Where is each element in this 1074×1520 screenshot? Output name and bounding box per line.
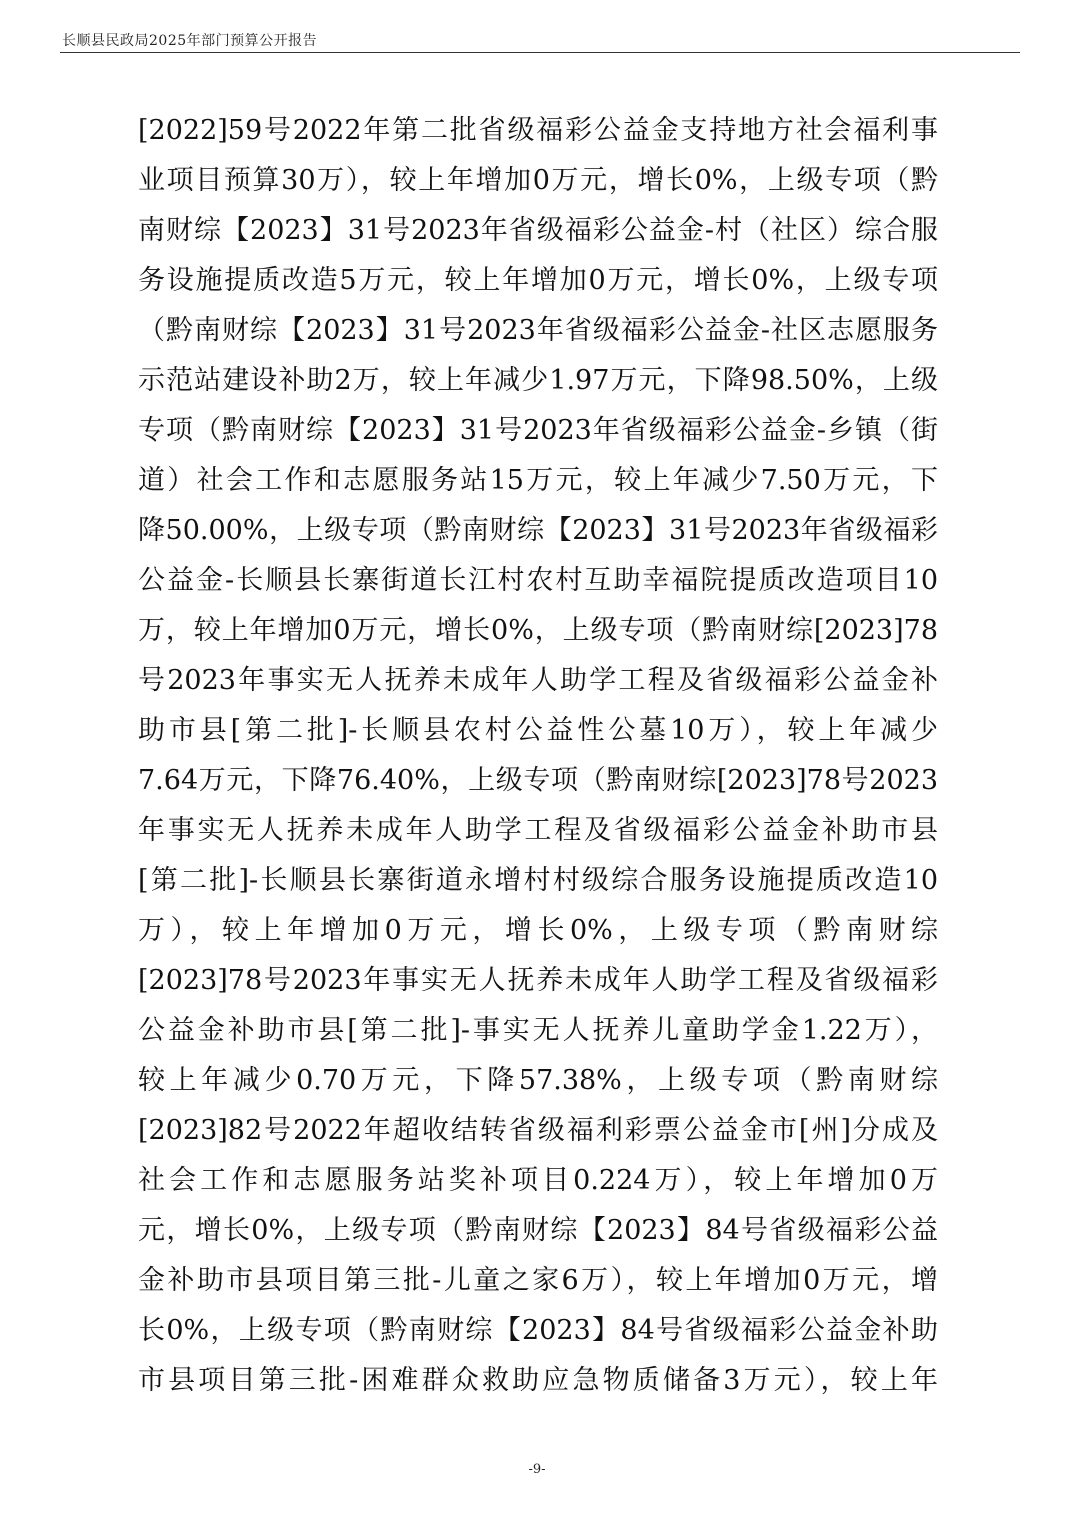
- text-line: 年事实无人抚养未成年人助学工程及省级福彩公益金补助市县: [138, 815, 938, 846]
- text-line: [2023]78号2023年事实无人抚养未成年人助学工程及省级福彩: [138, 965, 938, 996]
- text-line: 降50.00%，上级专项（黔南财综【2023】31号2023年省级福彩: [138, 515, 938, 546]
- text-line: 业项目预算30万），较上年增加0万元，增长0%，上级专项（黔: [138, 165, 938, 196]
- text-line: 长0%，上级专项（黔南财综【2023】84号省级福彩公益金补助: [138, 1315, 938, 1346]
- text-line: 公益金补助市县[第二批]-事实无人抚养儿童助学金1.22万），: [138, 1015, 938, 1046]
- page-header: 长顺县民政局2025年部门预算公开报告: [62, 33, 318, 49]
- text-line: 7.64万元，下降76.40%，上级专项（黔南财综[2023]78号2023: [138, 765, 938, 796]
- text-line: 市县项目第三批-困难群众救助应急物质储备3万元），较上年: [138, 1365, 938, 1396]
- text-line: 金补助市县项目第三批-儿童之家6万），较上年增加0万元，增: [138, 1265, 938, 1296]
- text-line: 号2023年事实无人抚养未成年人助学工程及省级福彩公益金补: [138, 665, 938, 696]
- text-line: 务设施提质改造5万元，较上年增加0万元，增长0%，上级专项: [138, 265, 938, 296]
- text-line: 南财综【2023】31号2023年省级福彩公益金-村（社区）综合服: [138, 215, 938, 246]
- text-line: 万），较上年增加0万元，增长0%，上级专项（黔南财综: [138, 915, 938, 946]
- text-line: （黔南财综【2023】31号2023年省级福彩公益金-社区志愿服务: [138, 315, 938, 346]
- text-line: 较上年减少0.70万元，下降57.38%，上级专项（黔南财综: [138, 1065, 938, 1096]
- text-line: [第二批]-长顺县长寨街道永增村村级综合服务设施提质改造10: [138, 865, 938, 896]
- body-paragraph: [138, 106, 938, 1406]
- text-line: 示范站建设补助2万，较上年减少1.97万元，下降98.50%，上级: [138, 365, 938, 396]
- header-divider: [60, 52, 1020, 53]
- text-line: 社会工作和志愿服务站奖补项目0.224万），较上年增加0万: [138, 1165, 938, 1196]
- text-line: [2022]59号2022年第二批省级福彩公益金支持地方社会福利事: [138, 115, 938, 146]
- text-line: 万，较上年增加0万元，增长0%，上级专项（黔南财综[2023]78: [138, 615, 938, 646]
- text-line: 公益金-长顺县长寨街道长江村农村互助幸福院提质改造项目10: [138, 565, 938, 596]
- text-line: 助市县[第二批]-长顺县农村公益性公墓10万），较上年减少: [138, 715, 938, 746]
- text-line: 专项（黔南财综【2023】31号2023年省级福彩公益金-乡镇（街: [138, 415, 938, 446]
- text-line: 道）社会工作和志愿服务站15万元，较上年减少7.50万元，下: [138, 465, 938, 496]
- page-number: -9-: [528, 1462, 546, 1477]
- text-line: 元，增长0%，上级专项（黔南财综【2023】84号省级福彩公益: [138, 1215, 938, 1246]
- text-line: [2023]82号2022年超收结转省级福利彩票公益金市[州]分成及: [138, 1115, 938, 1146]
